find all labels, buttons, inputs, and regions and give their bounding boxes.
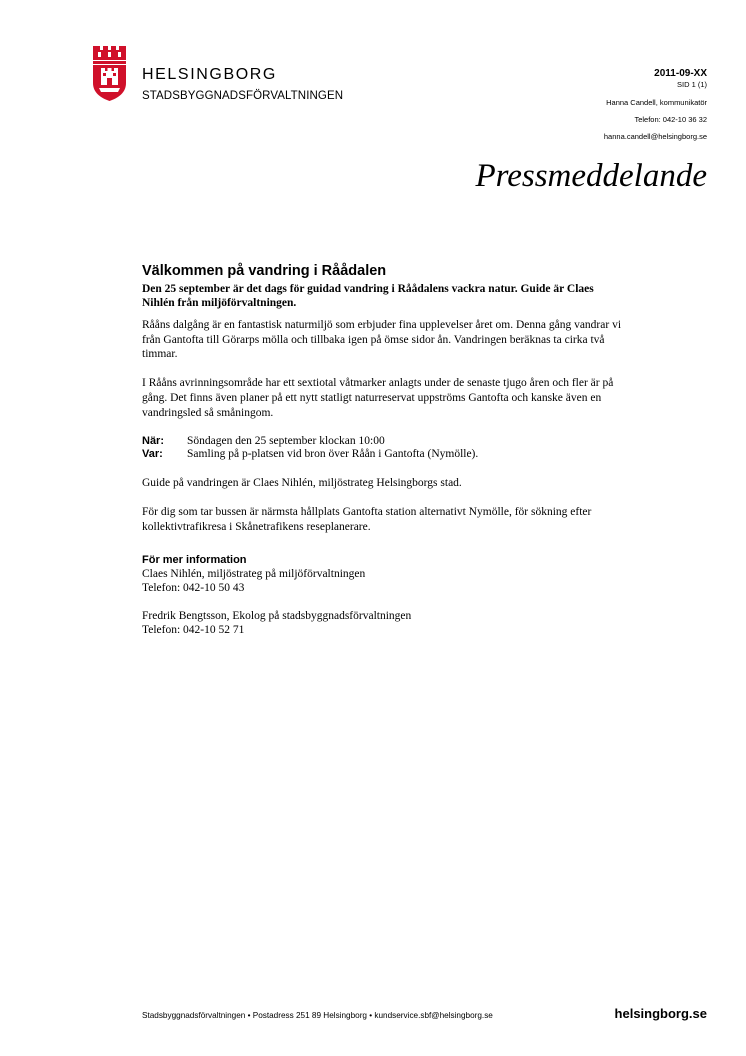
more-info-heading: För mer information	[142, 554, 247, 567]
contact-1-phone: Telefon: 042-10 50 43	[142, 582, 245, 595]
body-paragraph-4: För dig som tar bussen är närmsta hållplats Gantofta station alternativt Nymölle, för sökning efter kollektivtrafikresa i Skånetrafikens reseplanerare.	[142, 505, 592, 533]
when-label: När:	[142, 435, 165, 448]
contact-email: hanna.candell@helsingborg.se	[603, 132, 707, 141]
footer-website[interactable]: helsingborg.se	[614, 1006, 707, 1021]
contact-block-2	[142, 609, 622, 637]
document-date: 2011-09-XX	[654, 68, 707, 79]
where-label: Var:	[142, 448, 163, 461]
event-details	[142, 435, 622, 461]
contact-2-phone: Telefon: 042-10 52 71	[142, 624, 245, 637]
contact-block-1	[142, 567, 622, 595]
headline: Välkommen på vandring i Råådalen	[142, 263, 387, 279]
contact-1-name: Claes Nihlén, miljöstrateg på miljöförvaltningen	[142, 568, 366, 581]
department-name: STADSBYGGNADSFÖRVALTNINGEN	[142, 90, 344, 102]
page-number: SID 1 (1)	[676, 80, 707, 89]
contact-2-name: Fredrik Bengtsson, Ekolog på stadsbyggnadsförvaltningen	[142, 610, 412, 623]
where-value: Samling på p-platsen vid bron över Råån i Gantofta (Nymölle).	[187, 448, 479, 461]
when-value: Söndagen den 25 september klockan 10:00	[187, 435, 385, 448]
lead-paragraph: Den 25 september är det dags för guidad vandring i Råådalens vackra natur. Guide är Claes Nihlén från miljöförvaltningen.	[142, 283, 594, 309]
press-release-body	[142, 262, 622, 637]
body-paragraph-2: I Rååns avrinningsområde har ett sextiotal våtmarker anlagts under de senaste tjugo åren och fler är på gång. Det finns även planer på ett nytt statligt naturreservat uppströms Gantofta och kanske även en vandringsled så småningom.	[142, 377, 614, 419]
organization-name: HELSINGBORG	[142, 66, 277, 83]
press-contact	[604, 98, 707, 141]
body-paragraph-1: Rååns dalgång är en fantastisk naturmiljö som erbjuder fina upplevelser året om. Denna gång vandrar vi från Gantofta till Görarps mölla och tillbaka igen på ömse sidor ån. Vandringen beräknas ta cirka två timmar.	[142, 319, 622, 361]
where-row	[142, 448, 622, 461]
footer-address: Stadsbyggnadsförvaltningen • Postadress 251 89 Helsingborg • kundservice.sbf@helsingborg.se	[142, 1011, 493, 1020]
document-meta	[604, 68, 707, 149]
when-row	[142, 435, 622, 448]
contact-name: Hanna Candell, kommunikatör	[606, 98, 707, 107]
document-type-title: Pressmeddelande	[475, 158, 707, 194]
body-paragraph-3: Guide på vandringen är Claes Nihlén, miljöstrateg Helsingborgs stad.	[142, 477, 462, 490]
helsingborg-crest-icon	[91, 44, 128, 102]
contact-phone: Telefon: 042-10 36 32	[634, 115, 707, 124]
